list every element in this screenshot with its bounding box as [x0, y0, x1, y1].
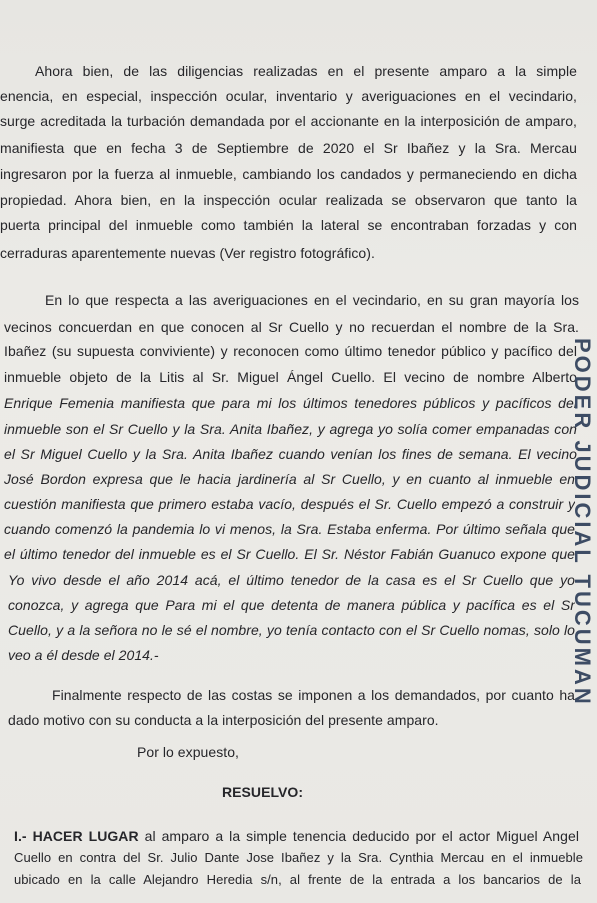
p2-line-13: conozca, y agrega que Para mi el que detenta de manera pública y pacífica es el Sr [8, 597, 575, 613]
p1-line-5: ingresaron por la fuerza al inmueble, cambiando los candados y permaneciendo en dicha [0, 166, 577, 182]
p1-line-6: propiedad. Ahora bien, en la inspección ocular realizada se observaron que tanto la [0, 192, 577, 208]
p1-line-8: cerraduras aparentemente nuevas (Ver registro fotográfico). [0, 245, 375, 261]
resolution-heading: RESUELVO: [222, 784, 304, 800]
resolution-line-1 [14, 828, 579, 844]
resolution-line-2: Cuello en contra del Sr. Julio Dante Jose Ibañez y la Sra. Cynthia Mercau en el inmueble [14, 850, 583, 865]
p2-line-1: En lo que respecta a las averiguaciones en el vecindario, en su gran mayoría los [45, 292, 579, 308]
p2-line-15: veo a él desde el 2014.- [8, 647, 159, 663]
p1-line-2: enencia, en especial, inspección ocular, inventario y averiguaciones en el vecindario, [0, 88, 577, 104]
p1-line-1: Ahora bien, de las diligencias realizadas en el presente amparo a la simple [35, 63, 577, 79]
p2-line-8: José Bordon expresa que le hacia jardinería al Sr Cuello, y en cuanto al inmueble en [4, 471, 575, 487]
p2-line-4: inmueble objeto de la Litis al Sr. Miguel Ángel Cuello. El vecino de nombre Alberto [4, 369, 577, 385]
p3-line-2: dado motivo con su conducta a la interposición del presente amparo. [8, 712, 439, 728]
p2-line-3: Ibañez (su supuesta conviviente) y reconocen como último tenedor público y pacífico del [4, 343, 577, 359]
p1-line-7: puerta principal del inmueble como también la lateral se encontraban forzadas y con [0, 217, 577, 233]
watermark-stamp: PODER JUDICIAL TUCUMAN [570, 338, 595, 707]
p2-line-6: inmueble son el Sr Cuello y la Sra. Anita Ibañez, y agrega yo solía comer empanadas con [4, 421, 577, 437]
p1-line-4: manifiesta que en fecha 3 de Septiembre de 2020 el Sr Ibañez y la Sra. Mercau [0, 140, 577, 156]
p2-line-12: Yo vivo desde el año 2014 acá, el último tenedor de la casa es el Sr Cuello que yo [8, 572, 575, 588]
p2-line-5: Enrique Femenia manifiesta que para mi los últimos tenedores públicos y pacíficos del [4, 395, 577, 411]
resolution-line-1-text: al amparo a la simple tenencia deducido por el actor Miguel Angel [138, 828, 579, 844]
closing-text: Por lo expuesto, [137, 744, 239, 760]
p2-line-7: el Sr Miguel Cuello y la Sra. Anita Ibañez cuando venían los fines de semana. El vecino [4, 446, 577, 462]
resolution-line-3: ubicado en la calle Alejandro Heredia s/n, al frente de la entrada a los bancarios de la [14, 872, 581, 887]
p2-line-9: cuestión manifiesta que primero estaba vacío, después el Sr. Cuello empezó a construir y [4, 496, 575, 512]
p3-line-1: Finalmente respecto de las costas se imponen a los demandados, por cuanto ha [52, 687, 575, 703]
p2-line-14: Cuello, y a la señora no le sé el nombre, yo tenía contacto con el Sr Cuello nomas, solo lo [8, 622, 575, 638]
p2-line-2: vecinos concuerdan en que conocen al Sr Cuello y no recuerdan el nombre de la Sra. [4, 319, 579, 335]
resolution-lead: I.- HACER LUGAR [14, 828, 139, 844]
p2-line-10: cuando comenzó la pandemia lo vi menos, la Sra. Estaba enferma. Por último señala que [4, 521, 575, 537]
p2-line-11: el último tenedor del inmueble es el Sr Cuello. El Sr. Néstor Fabián Guanuco expone que [4, 546, 575, 562]
p1-line-3: surge acreditada la turbación demandada por el accionante en la interposición de amparo, [0, 113, 577, 129]
